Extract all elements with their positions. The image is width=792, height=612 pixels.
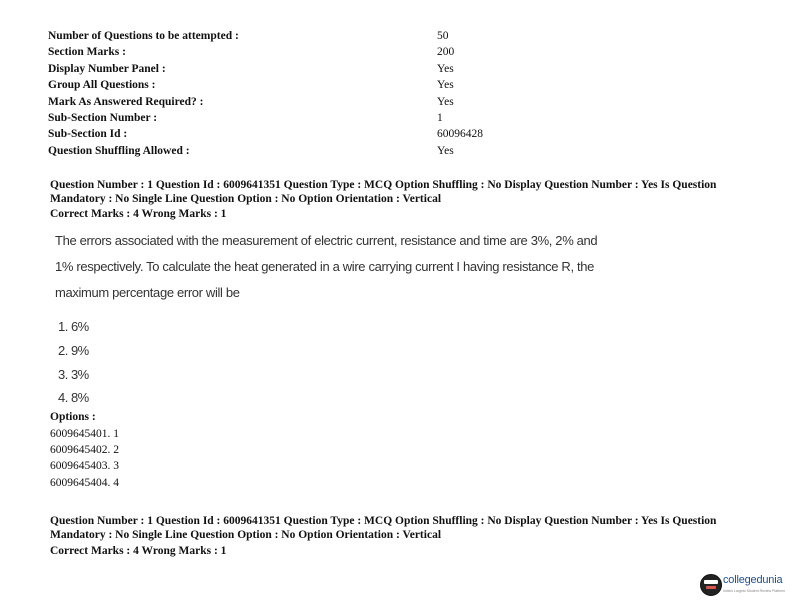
meta-label: Sub-Section Id : (48, 128, 128, 140)
meta-value: 1 (437, 112, 443, 124)
collegedunia-logo (700, 572, 790, 602)
question-header (50, 515, 755, 542)
option-id: 6009645402. 2 (50, 444, 119, 456)
meta-row (48, 110, 568, 126)
meta-label: Sub-Section Number : (48, 112, 158, 124)
question-marks: Correct Marks : 4 Wrong Marks : 1 (50, 545, 227, 557)
question-text-line: maximum percentage error will be (55, 285, 240, 300)
meta-label: Display Number Panel : (48, 63, 166, 75)
meta-row (48, 44, 568, 60)
answer-option: 3. 3% (58, 367, 89, 382)
logo-brand: collegedunia (723, 574, 783, 586)
question-text-line: 1% respectively. To calculate the heat generated in a wire carrying current I having resistance R, the (55, 259, 595, 274)
meta-label: Number of Questions to be attempted : (48, 30, 239, 42)
question-marks: Correct Marks : 4 Wrong Marks : 1 (50, 208, 227, 220)
meta-label: Section Marks : (48, 46, 126, 58)
question-header-line: Mandatory : No Single Line Question Option : No Option Orientation : Vertical (50, 528, 442, 541)
meta-label: Question Shuffling Allowed : (48, 145, 190, 157)
meta-value: Yes (437, 96, 454, 108)
option-id: 6009645401. 1 (50, 428, 119, 440)
question-text (55, 228, 598, 306)
meta-value: 200 (437, 46, 455, 58)
answer-option: 4. 8% (58, 390, 89, 405)
meta-value: Yes (437, 63, 454, 75)
answer-option: 2. 9% (58, 343, 89, 358)
question-header (50, 179, 755, 206)
question-header-line: Question Number : 1 Question Id : 6009641351 Question Type : MCQ Option Shuffling : No Display Question Number : Yes Is Question (50, 515, 717, 527)
meta-label: Group All Questions : (48, 79, 156, 91)
meta-label: Mark As Answered Required? : (48, 96, 204, 108)
answer-option: 1. 6% (58, 319, 89, 334)
graduation-cap-icon (700, 574, 722, 596)
meta-row (48, 94, 568, 110)
meta-value: Yes (437, 145, 454, 157)
meta-row (48, 28, 568, 44)
meta-row (48, 126, 568, 142)
option-id: 6009645403. 3 (50, 460, 119, 472)
meta-row (48, 143, 568, 159)
question-header-line: Mandatory : No Single Line Question Option : No Option Orientation : Vertical (50, 192, 442, 205)
logo-tagline: India's Largest Student Review Platform (723, 589, 786, 593)
question-text-line: The errors associated with the measurement of electric current, resistance and time are 3%, 2% and (55, 233, 598, 248)
meta-row (48, 61, 568, 77)
option-id: 6009645404. 4 (50, 477, 119, 489)
meta-row (48, 77, 568, 93)
options-title: Options : (50, 411, 96, 423)
meta-value: Yes (437, 79, 454, 91)
question-header-line: Question Number : 1 Question Id : 6009641351 Question Type : MCQ Option Shuffling : No Display Question Number : Yes Is Question (50, 179, 717, 191)
meta-value: 50 (437, 30, 449, 42)
meta-value: 60096428 (437, 128, 483, 140)
